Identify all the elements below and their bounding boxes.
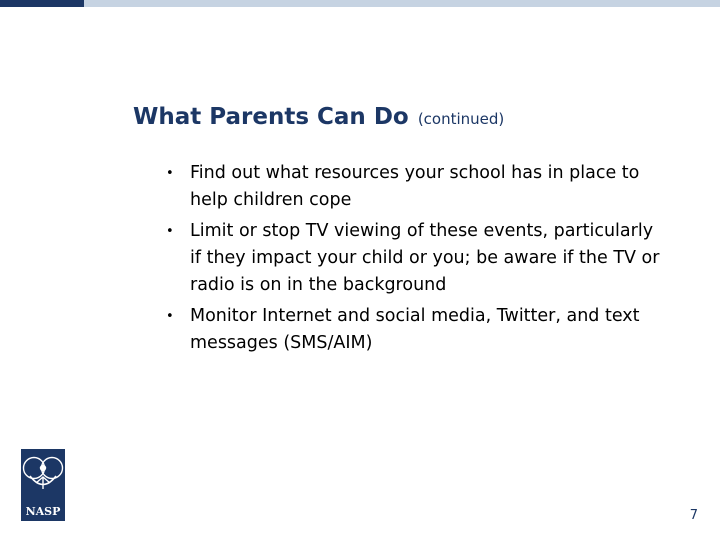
slide-title-subtitle: (continued) xyxy=(417,110,505,128)
header-accent-bar xyxy=(0,0,84,7)
bullet-text: Find out what resources your school has in place to help children cope xyxy=(190,163,640,210)
bullet-item xyxy=(166,303,666,357)
bullet-item xyxy=(166,160,666,214)
bullet-icon: • xyxy=(166,309,174,324)
nasp-logo xyxy=(21,449,65,521)
header-bar xyxy=(84,0,720,7)
bullet-icon: • xyxy=(166,224,174,239)
bullet-text: Limit or stop TV viewing of these events, particularly if they impact your child or you; be aware if the TV or radio is on in the background xyxy=(190,221,660,295)
bullet-text: Monitor Internet and social media, Twitter, and text messages (SMS/AIM) xyxy=(190,306,640,353)
nasp-logo-text: NASP xyxy=(25,505,61,518)
bullet-list xyxy=(166,160,666,361)
nasp-logo-icon xyxy=(21,449,65,521)
bullet-icon: • xyxy=(166,166,174,181)
slide-title-main: What Parents Can Do xyxy=(133,104,409,130)
slide-title xyxy=(133,104,504,130)
bullet-item xyxy=(166,218,666,299)
page-number: 7 xyxy=(689,508,698,523)
